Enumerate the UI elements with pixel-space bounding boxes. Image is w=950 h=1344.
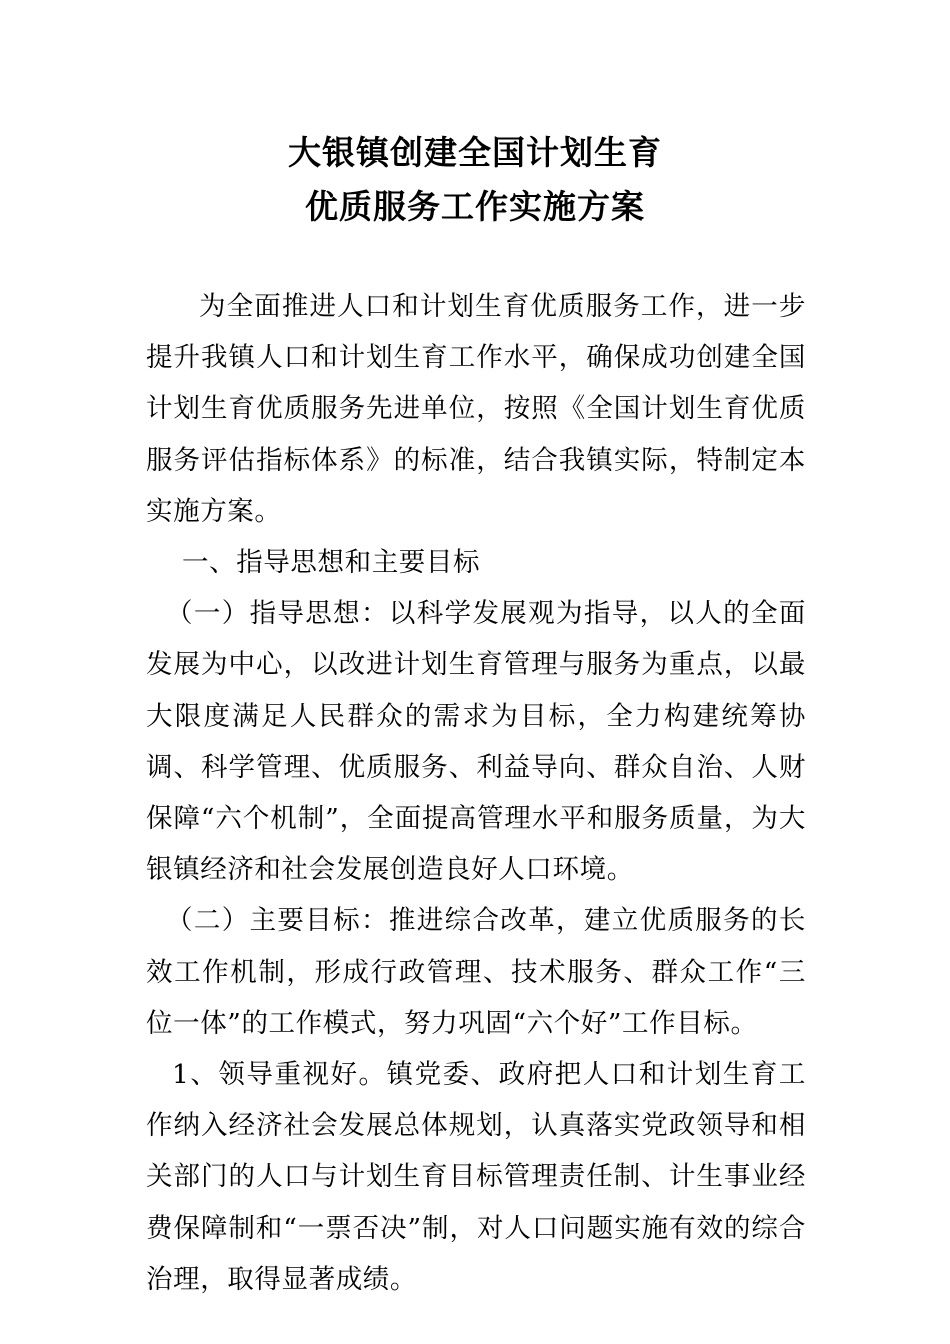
document-title bbox=[0, 126, 950, 234]
leadership-paragraph: 1、领导重视好。镇党委、政府把人口和计划生育工作纳入经济社会发展总体规划，认真落实党政领导和相关部门的人口与计划生育目标管理责任制、计生事业经费保障制和“一票否决”制，对人口问题实施有效的综合治理，取得显著成绩。 bbox=[146, 1059, 806, 1295]
guiding-ideology-paragraph: （一）指导思想：以科学发展观为指导，以人的全面发展为中心，以改进计划生育管理与服务为重点，以最大限度满足人民群众的需求为目标，全力构建统筹协调、科学管理、优质服务、利益导向、群众自治、人财保障“六个机制”，全面提高管理水平和服务质量，为大银镇经济和社会发展创造良好人口环境。 bbox=[146, 598, 806, 886]
title-line-1: 大银镇创建全国计划生育 bbox=[288, 133, 662, 172]
main-goals-paragraph: （二）主要目标：推进综合改革，建立优质服务的长效工作机制，形成行政管理、技术服务、群众工作“三位一体”的工作模式，努力巩固“六个好”工作目标。 bbox=[146, 905, 806, 1039]
section-heading-1: 一、指导思想和主要目标 bbox=[182, 547, 481, 579]
title-line-2: 优质服务工作实施方案 bbox=[305, 187, 645, 226]
document-body bbox=[146, 281, 806, 1305]
intro-paragraph: 为全面推进人口和计划生育优质服务工作，进一步提升我镇人口和计划生育工作水平，确保成功创建全国计划生育优质服务先进单位，按照《全国计划生育优质服务评估指标体系》的标准，结合我镇实际，特制定本实施方案。 bbox=[146, 291, 806, 527]
